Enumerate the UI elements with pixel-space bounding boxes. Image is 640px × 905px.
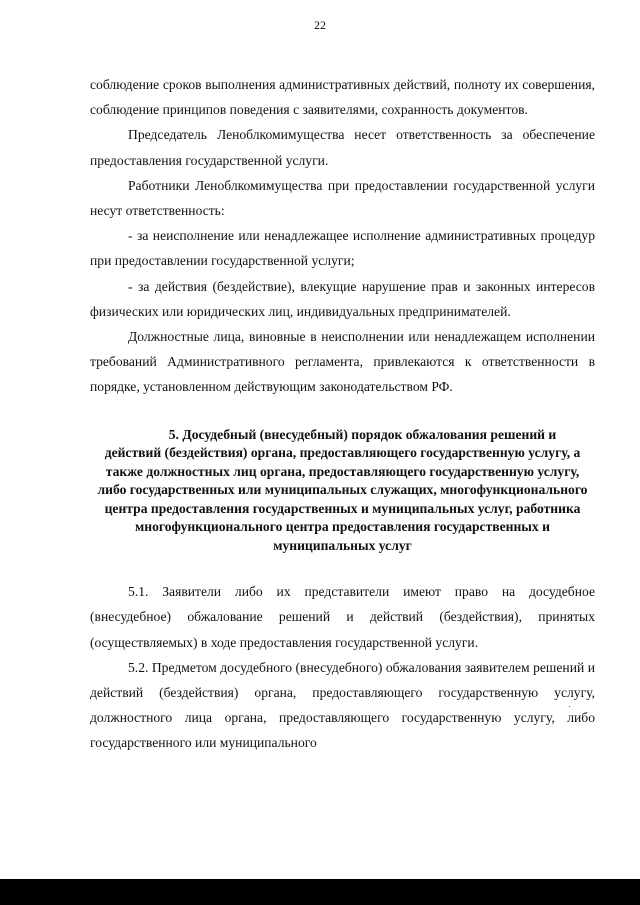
paragraph: Работники Леноблкомимущества при предоставлении государственной услуги несут ответственность: <box>90 177 595 219</box>
paragraph: 5.1. Заявители либо их представители имеют право на досудебное (внесудебное) обжалование решений и действий (бездействия), принятых (осуществляемых) в ходе предоставления государственной услуги. <box>90 584 595 650</box>
list-item: - за неисполнение или ненадлежащее исполнение административных процедур при предоставлении государственной услуги; <box>90 228 595 269</box>
page-number: 22 <box>314 18 326 32</box>
paragraph: соблюдение сроков выполнения административных действий, полноту их совершения, соблюдение принципов поведения с заявителями, сохранность документов. <box>90 77 595 118</box>
list-item: - за действия (бездействие), влекущие нарушение прав и законных интересов физических или юридических лиц, индивидуальных предпринимателей. <box>90 278 595 319</box>
scan-speck <box>569 706 570 707</box>
section-heading-rest: действий (бездействия) органа, предоставляющего государственную услугу, а также должностных лиц органа, предоставляющего государственную услугу, либо государственных или муниципальных служащих, многофункционального центра предоставления государственных и муниципальных услуг, работника многофункционального центра предоставления государственных и муниципальных услуг <box>97 445 588 553</box>
document-body <box>90 72 595 756</box>
paragraph: 5.2. Предметом досудебного (внесудебного) обжалования заявителем решений и действий (бездействия) органа, предоставляющего государственную услугу, должностного лица органа, предоставляющего государственную услугу, либо государственного или муниципального <box>90 659 595 751</box>
paragraph: Председатель Леноблкомимущества несет ответственность за обеспечение предоставления государственной услуги. <box>90 127 595 168</box>
paragraph: Должностные лица, виновные в неисполнении или ненадлежащем исполнении требований Административного регламента, привлекаются к ответственности в порядке, установленном действующим законодательством РФ. <box>90 329 595 395</box>
section-heading-first-line: 5. Досудебный (внесудебный) порядок обжалования решений и <box>168 426 557 442</box>
section-heading <box>90 426 595 556</box>
scan-border <box>0 879 640 905</box>
